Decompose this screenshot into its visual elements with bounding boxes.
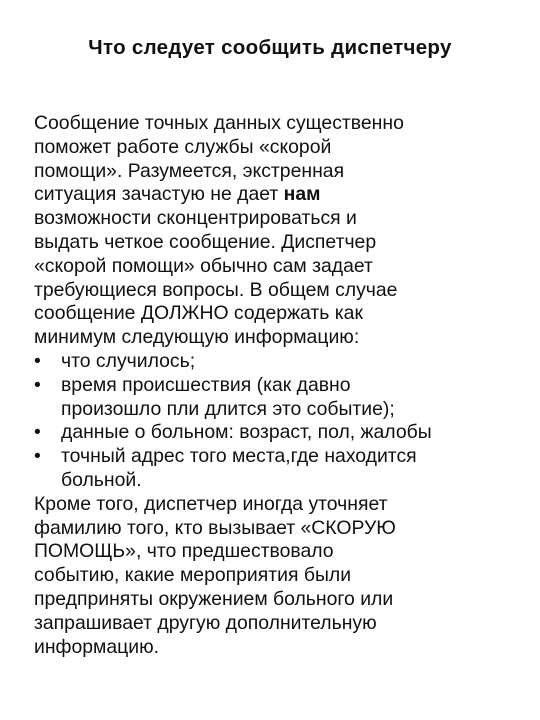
bullet-list bbox=[34, 350, 514, 493]
intro-line: минимум следующую информацию: bbox=[34, 326, 360, 349]
emphasis-word: нам bbox=[283, 183, 321, 206]
bullet-text: больной. bbox=[61, 468, 142, 491]
intro-line: возможности сконцентрироваться и bbox=[34, 207, 357, 230]
intro-line: Сообщение точных данных существенно bbox=[34, 112, 404, 134]
outro-line: информацию. bbox=[34, 635, 160, 658]
outro-paragraph bbox=[34, 493, 514, 660]
bullet-text: время происшествия (как давно bbox=[61, 373, 351, 396]
bullet-item bbox=[34, 421, 514, 445]
intro-text: ситуация зачастую не дает bbox=[34, 183, 284, 206]
bullet-marker: • bbox=[34, 373, 41, 396]
bullet-text: что случилось; bbox=[61, 349, 196, 372]
intro-line: помощи». Разумеется, экстренная bbox=[34, 159, 345, 182]
bullet-item bbox=[34, 374, 514, 422]
bullet-item bbox=[34, 445, 514, 493]
bullet-marker: • bbox=[34, 421, 41, 444]
intro-line: выдать четкое сообщение. Диспетчер bbox=[34, 230, 377, 253]
outro-line: ПОМОЩЬ», что предшествовало bbox=[34, 540, 334, 563]
outro-line: событию, какие мероприятия были bbox=[34, 564, 352, 587]
intro-line: требующиеся вопросы. В общем случае bbox=[34, 278, 398, 301]
bullet-text: произошло пли длится это событие); bbox=[61, 397, 395, 420]
outro-line: запрашивает другую дополнительную bbox=[34, 611, 377, 634]
bullet-marker: • bbox=[34, 349, 41, 372]
outro-line: предприняты окружением больного или bbox=[34, 587, 394, 610]
intro-paragraph bbox=[34, 112, 514, 350]
outro-line: Кроме того, диспетчер иногда уточняет bbox=[34, 492, 388, 515]
bullet-text: точный адрес того места,где находится bbox=[61, 445, 417, 468]
outro-line: фамилию того, кто вызывает «СКОРУЮ bbox=[34, 516, 396, 539]
slide-body bbox=[34, 112, 514, 659]
slide-title: Что следует сообщить диспетчеру bbox=[88, 36, 452, 59]
intro-line: сообщение ДОЛЖНО содержать как bbox=[34, 302, 363, 325]
bullet-marker: • bbox=[34, 445, 41, 468]
bullet-text: данные о больном: возраст, пол, жалобы bbox=[61, 421, 432, 444]
intro-line bbox=[34, 183, 514, 207]
intro-line: поможет работе службы «скорой bbox=[34, 135, 332, 158]
bullet-item bbox=[34, 350, 514, 374]
intro-line: «скорой помощи» обычно сам задает bbox=[34, 254, 373, 277]
